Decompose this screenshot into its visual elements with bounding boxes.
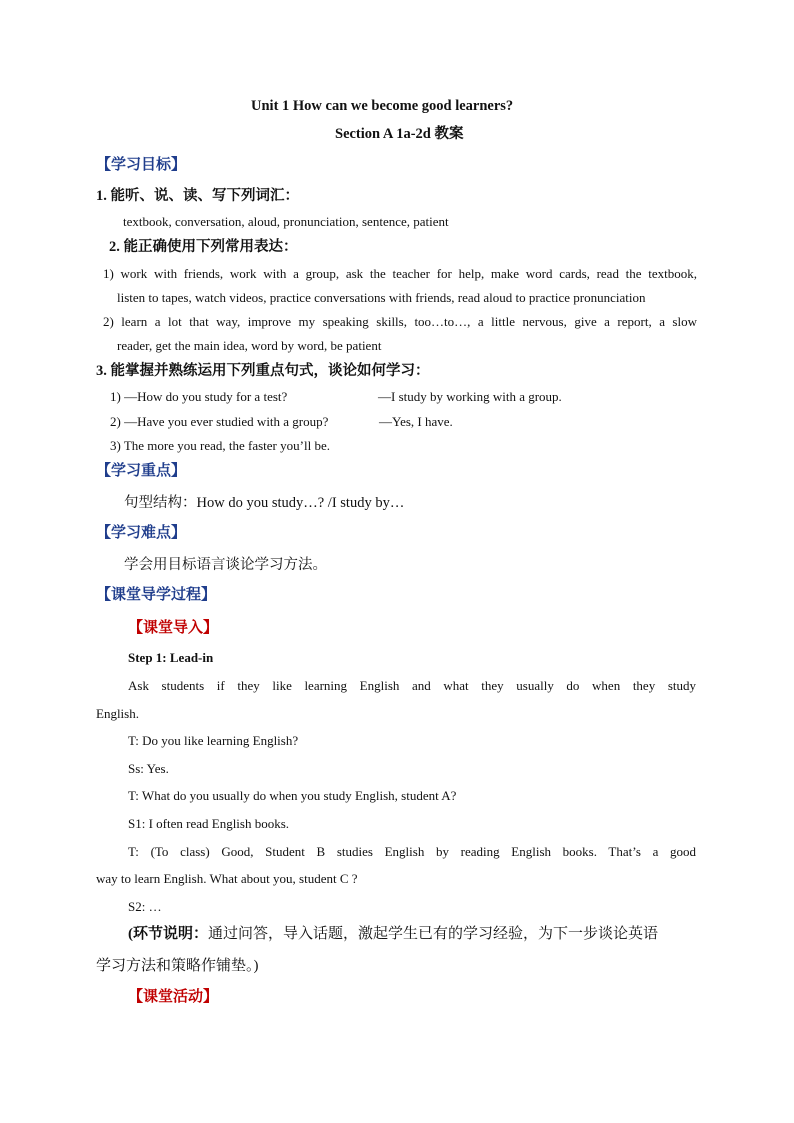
difficulty-text: 学会用目标语言谈论学习方法。 bbox=[124, 557, 327, 573]
objective-3-label: 3. 能掌握并熟练运用下列重点句式，谈论如何学习： bbox=[96, 363, 430, 379]
focus-heading: 【学习重点】 bbox=[96, 463, 187, 479]
sentence-1-question: 1) —How do you study for a test? bbox=[110, 389, 288, 404]
expression-1-line-2: listen to tapes, watch videos, practice conversations with friends, read aloud to practice pronunciation bbox=[117, 290, 646, 305]
sentence-3: 3) The more you read, the faster you’ll be. bbox=[110, 438, 330, 453]
sentence-1-answer: —I study by working with a group. bbox=[378, 389, 562, 404]
expression-2-line-2: reader, get the main idea, word by word, be patient bbox=[117, 338, 382, 353]
note-text: 通过问答，导入话题，激起学生已有的学习经验，为下一步谈论英语 bbox=[208, 926, 659, 942]
difficulty-heading: 【学习难点】 bbox=[96, 525, 187, 541]
lead-in-line-2: English. bbox=[96, 706, 139, 721]
dialogue-line-5a: T: (To class) Good, Student B studies English by reading English books. That’s a good bbox=[128, 844, 696, 859]
objectives-heading: 【学习目标】 bbox=[96, 157, 187, 173]
focus-text: 句型结构：How do you study…? /I study by… bbox=[124, 495, 405, 511]
dialogue-line-4: S1: I often read English books. bbox=[128, 816, 290, 831]
dialogue-line-3: T: What do you usually do when you study English, student A? bbox=[128, 788, 457, 803]
note-label: (环节说明： bbox=[128, 926, 208, 942]
process-heading: 【课堂导学过程】 bbox=[96, 587, 217, 603]
dialogue-line-1: T: Do you like learning English? bbox=[128, 733, 299, 748]
page-subtitle: Section A 1a-2d 教案 bbox=[335, 126, 464, 142]
dialogue-line-5b: way to learn English. What about you, student C ? bbox=[96, 871, 358, 886]
intro-heading: 【课堂导入】 bbox=[128, 620, 219, 636]
objective-2-label: 2. 能正确使用下列常用表达： bbox=[109, 239, 298, 255]
sentence-2-question: 2) —Have you ever studied with a group? bbox=[110, 414, 329, 429]
step-1-label: Step 1: Lead-in bbox=[128, 650, 214, 665]
expression-2-line-1: 2) learn a lot that way, improve my speaking skills, too…to…, a little nervous, give a report, a slow bbox=[103, 314, 697, 329]
page-title: Unit 1 How can we become good learners? bbox=[251, 98, 514, 114]
dialogue-line-2: Ss: Yes. bbox=[128, 761, 169, 776]
note-line-2: 学习方法和策略作铺垫。) bbox=[96, 958, 259, 974]
note-line-1 bbox=[128, 925, 658, 943]
lead-in-line-1: Ask students if they like learning English and what they usually do when they study bbox=[128, 678, 696, 693]
objective-1-label: 1. 能听、说、读、写下列词汇： bbox=[96, 188, 299, 204]
objective-1-words: textbook, conversation, aloud, pronunciation, sentence, patient bbox=[123, 214, 449, 229]
activity-heading: 【课堂活动】 bbox=[128, 989, 219, 1005]
dialogue-line-6: S2: … bbox=[128, 899, 162, 914]
expression-1-line-1: 1) work with friends, work with a group, ask the teacher for help, make word cards, read the textbook, bbox=[103, 266, 697, 281]
sentence-2-answer: —Yes, I have. bbox=[379, 414, 453, 429]
